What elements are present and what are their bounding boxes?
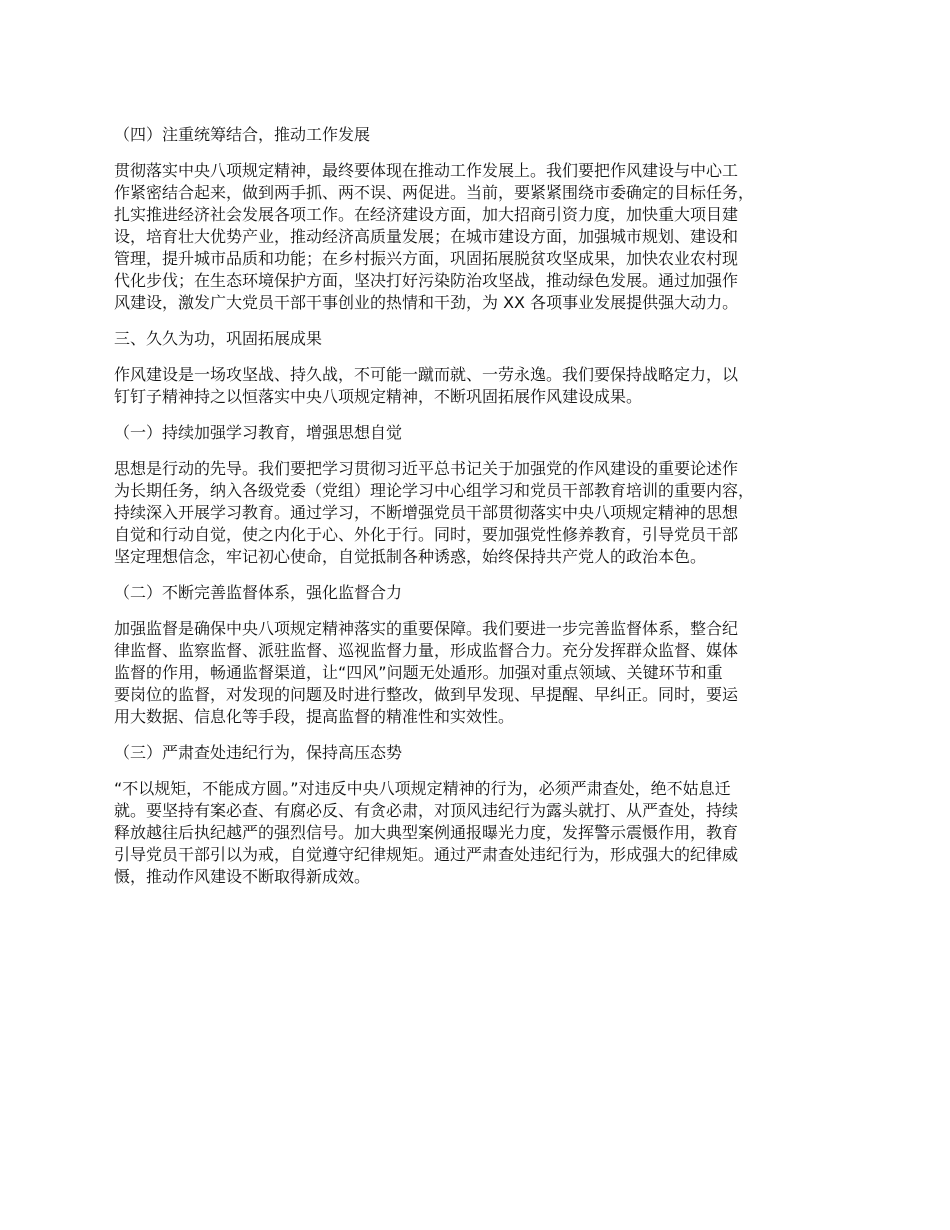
text-line: 设，培育壮大优势产业，推动经济高质量发展；在城市建设方面，加强城市规划、建设和 [114, 227, 739, 246]
text-line: 作紧密结合起来，做到两手抓、两不误、两促进。当前，要紧紧围绕市委确定的目标任务， [114, 183, 755, 202]
paragraph-supervision [114, 618, 840, 728]
text-line: 钉钉子精神持之以恒落实中央八项规定精神，不断巩固拓展作风建设成果。 [114, 387, 643, 406]
text-line: 作风建设是一场攻坚战、持久战，不可能一蹴而就、一劳永逸。我们要保持战略定力，以 [114, 365, 739, 384]
text-line: 代化步伐；在生态环境保护方面，坚决打好污染防治攻坚战，推动绿色发展。通过加强作 [114, 271, 739, 290]
text-line: 加强监督是确保中央八项规定精神落实的重要保障。我们要进一步完善监督体系，整合纪 [114, 619, 739, 638]
paragraph-discipline [114, 778, 840, 888]
text-line: 持续深入开展学习教育。通过学习，不断增强党员干部贯彻落实中央八项规定精神的思想 [114, 503, 739, 522]
subsection-heading-2: （二）不断完善监督体系，强化监督合力 [114, 583, 403, 602]
text-line: 要岗位的监督，对发现的问题及时进行整改，做到早发现、早提醒、早纠正。同时，要运 [114, 685, 739, 704]
paragraph-consolidate [114, 364, 840, 408]
paragraph-study-education [114, 458, 840, 568]
text-line: 引导党员干部引以为戒，自觉遵守纪律规矩。通过严肃查处违纪行为，形成强大的纪律威 [114, 845, 739, 864]
text-line: 慑，推动作风建设不断取得新成效。 [114, 867, 371, 886]
text-line: 思想是行动的先导。我们要把学习贯彻习近平总书记关于加强党的作风建设的重要论述作 [114, 459, 739, 478]
section-heading-3: 三、久久为功，巩固拓展成果 [114, 329, 323, 348]
section-heading-4: （四）注重统筹结合，推动工作发展 [114, 125, 371, 144]
subsection-heading-1: （一）持续加强学习教育，增强思想自觉 [114, 423, 403, 442]
text-line: 风建设，激发广大党员干部干事创业的热情和干劲，为 XX 各项事业发展提供强大动力。 [114, 293, 739, 312]
text-line: 监督的作用，畅通监督渠道，让“四风”问题无处遁形。加强对重点领域、关键环节和重 [114, 663, 723, 682]
paragraph-work-development [114, 160, 840, 314]
text-line: 释放越往后执纪越严的强烈信号。加大典型案例通报曝光力度，发挥警示震慑作用，教育 [114, 823, 739, 842]
text-line: 坚定理想信念，牢记初心使命，自觉抵制各种诱惑，始终保持共产党人的政治本色。 [114, 547, 707, 566]
text-line: 就。要坚持有案必查、有腐必反、有贪必肃，对顶风违纪行为露头就打、从严查处，持续 [114, 801, 739, 820]
subsection-heading-3: （三）严肃查处违纪行为，保持高压态势 [114, 743, 403, 762]
text-line: 用大数据、信息化等手段，提高监督的精准性和实效性。 [114, 707, 515, 726]
text-line: 自觉和行动自觉，使之内化于心、外化于行。同时，要加强党性修养教育，引导党员干部 [114, 525, 739, 544]
text-line: “不以规矩，不能成方圆。”对违反中央八项规定精神的行为，必须严肃查处，绝不姑息迁 [114, 779, 731, 798]
text-line: 扎实推进经济社会发展各项工作。在经济建设方面，加大招商引资力度，加快重大项目建 [114, 205, 739, 224]
text-line: 律监督、监察监督、派驻监督、巡视监督力量，形成监督合力。充分发挥群众监督、媒体 [114, 641, 739, 660]
text-line: 管理，提升城市品质和功能；在乡村振兴方面，巩固拓展脱贫攻坚成果，加快农业农村现 [114, 249, 739, 268]
document-page [114, 124, 840, 902]
text-line: 贯彻落实中央八项规定精神，最终要体现在推动工作发展上。我们要把作风建设与中心工 [114, 161, 739, 180]
text-line: 为长期任务，纳入各级党委（党组）理论学习中心组学习和党员干部教育培训的重要内容， [114, 481, 755, 500]
